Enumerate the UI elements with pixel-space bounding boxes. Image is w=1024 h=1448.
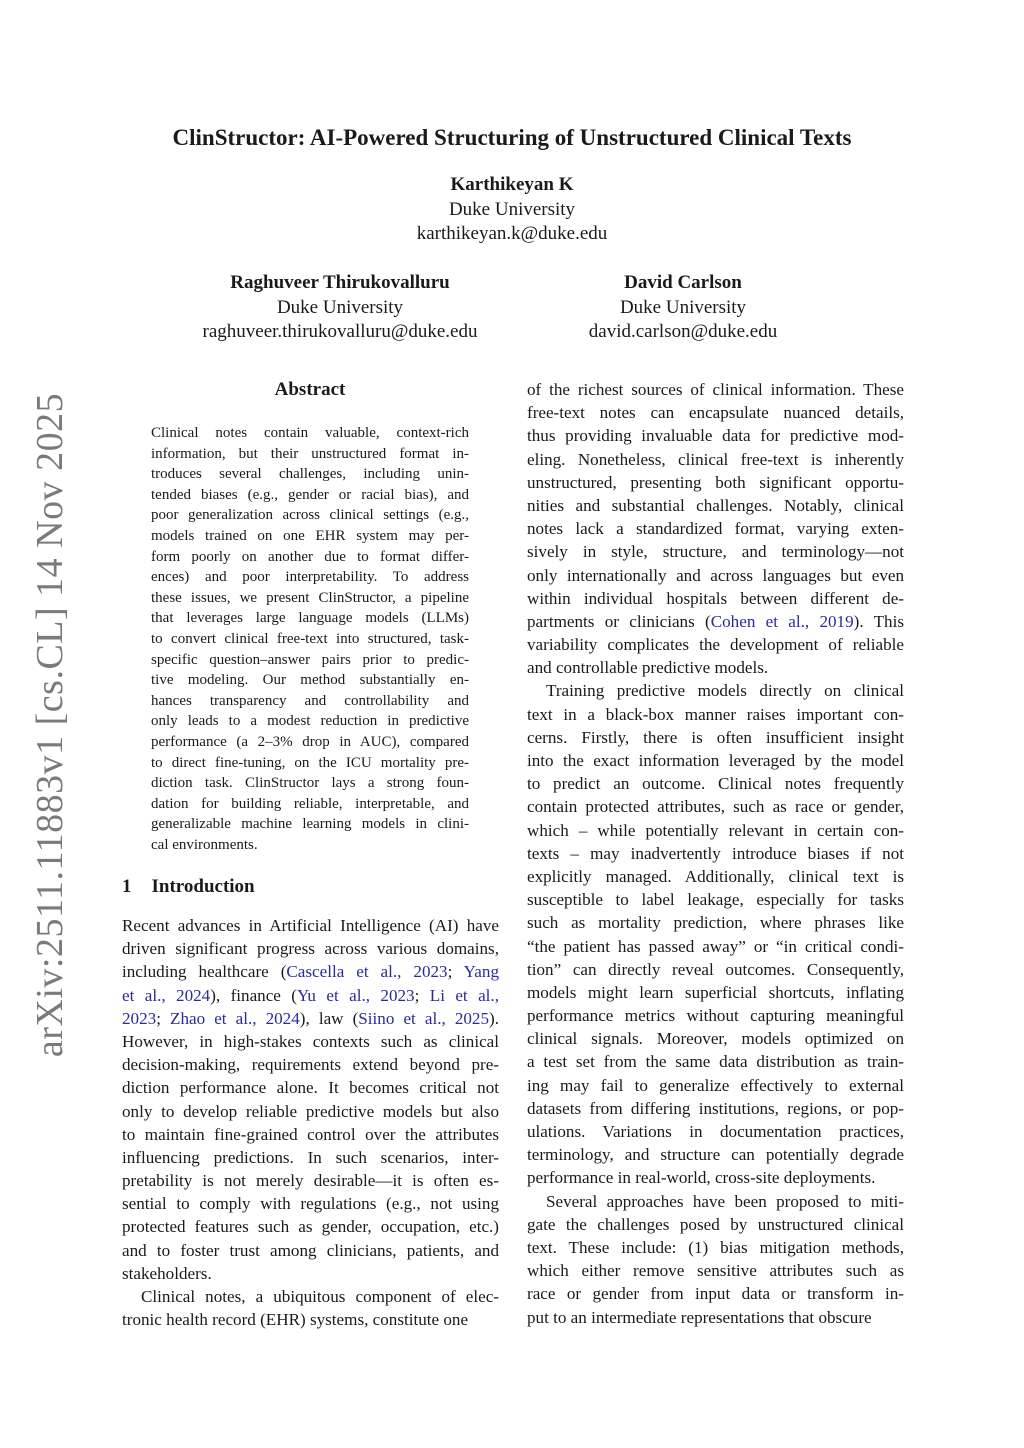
author-name: Raghuveer Thirukovalluru [230,272,450,293]
text-segment: a test set from the same data distribution as train- [527,1052,904,1072]
abstract-line: specific question–answer pairs prior to predic- [151,651,469,668]
text-line [122,1215,499,1238]
text-segment: to predict an outcome. Clinical notes frequently [527,774,904,794]
text-line [122,1262,499,1285]
introduction-right-column [527,378,904,1329]
citation-link[interactable]: Cohen et al., 2019 [710,611,854,631]
text-segment: nities and substantial challenges. Notably, clinical [527,495,904,515]
text-segment: influencing predictions. In such scenarios, inter- [122,1147,499,1167]
text-line [122,1308,499,1331]
text-line [122,1123,499,1146]
text-segment: which – while potentially relevant in certain con- [527,820,904,840]
text-segment: ), law ( [299,1008,359,1028]
author-name: David Carlson [624,272,742,293]
text-line [527,1004,904,1027]
text-line [527,1050,904,1073]
text-segment: text in a black-box manner raises important con- [527,704,904,724]
text-segment: clinical signals. Moreover, models optimized on [527,1029,904,1049]
abstract-heading: Abstract [274,379,346,400]
text-line [527,494,904,517]
citation-link[interactable]: Cascella et al., 2023 [286,962,448,982]
introduction-left-column [122,914,499,1331]
abstract-line: ences) and poor interpretability. To address [151,569,469,586]
text-segment: texts – may inadvertently introduce biases if not [527,843,904,863]
text-line [527,424,904,447]
text-line [527,448,904,471]
abstract-line: tive modeling. Our method substantially en- [151,672,469,689]
text-line [527,1236,904,1259]
abstract-line: cal environments. [151,836,258,853]
text-line [527,564,904,587]
text-segment: partments or clinicians ( [527,611,711,631]
text-line [122,937,499,960]
text-line [122,1076,499,1099]
author-affiliation: Duke University [619,296,747,318]
text-segment: models might learn superficial shortcuts, inflating [527,982,904,1002]
author-email[interactable]: david.carlson@duke.edu [588,321,778,342]
text-segment: Training predictive models directly on clinical [546,681,904,701]
text-line [122,1192,499,1215]
text-segment: explicitly managed. Additionally, clinical text is [527,866,904,886]
text-segment: ; [156,1008,171,1028]
text-line [527,587,904,610]
text-line [122,1239,499,1262]
text-line [122,1146,499,1169]
text-line [122,960,499,983]
text-line [527,1213,904,1236]
author-affiliation: Duke University [448,198,576,220]
text-line [527,679,904,702]
citation-link[interactable]: Siino et al., 2025 [358,1008,490,1028]
text-line [527,981,904,1004]
text-segment: ; [414,985,430,1005]
author-block-3 [553,271,813,345]
text-segment: Clinical notes, a ubiquitous component of elec- [141,1287,499,1306]
text-line [527,656,904,679]
text-segment: tronic health record (EHR) systems, constitute one [122,1310,469,1330]
citation-link[interactable]: 2023 [122,1008,157,1028]
text-line [527,1259,904,1282]
text-segment: pretability is not merely desirable—it is often es- [122,1171,499,1191]
abstract-line: poor generalization across clinical settings (e.g., [151,507,469,524]
abstract-line: troduces several challenges, including unin- [151,466,469,483]
text-line [527,517,904,540]
text-segment: which either remove sensitive attributes such as [527,1261,904,1281]
abstract-line: form poorly on another due to format differ- [151,548,469,565]
section-number: 1 [122,876,132,897]
text-segment: into the exact information leveraged by the model [527,751,904,770]
text-line [527,911,904,934]
text-line [527,1027,904,1050]
abstract-line: dation for building reliable, interpretable, and [151,795,469,812]
author-block-1 [362,173,662,247]
text-segment: performance metrics without capturing meaningful [527,1006,904,1026]
text-segment: and controllable predictive models. [527,658,769,678]
text-segment: gate the challenges posed by unstructured clinical [527,1214,904,1234]
text-line [527,842,904,865]
text-segment: stakeholders. [122,1263,212,1283]
abstract-line: hances transparency and controllability and [151,692,469,709]
abstract-line: only leads to a modest reduction in predictive [151,713,469,730]
text-segment: such as mortality prediction, where phrases like [527,913,904,933]
abstract-line: performance (a 2–3% drop in AUC), compared [151,733,469,750]
text-segment: cerns. Firstly, there is often insufficient insight [527,727,904,747]
text-segment: variability complicates the development of reliable [527,635,904,655]
text-segment: terminology, and structure can potentially degrade [527,1145,904,1165]
text-line [527,1306,904,1329]
text-segment: susceptible to label leakage, especially for tasks [527,890,904,910]
abstract-line: Clinical notes contain valuable, context-rich [151,425,469,441]
text-segment: within individual hospitals between different de- [527,588,904,608]
text-segment: to maintain fine-grained control over the attributes [122,1124,499,1144]
text-segment: sively in style, structure, and terminology—not [527,542,904,562]
text-segment: tion” can directly reveal outcomes. Consequently, [527,959,904,979]
abstract-line: to convert clinical free-text into structured, task- [151,630,469,647]
citation-link[interactable]: Yu et al., 2023 [296,985,415,1005]
text-line [527,471,904,494]
text-segment: race or gender from input data or transform in- [527,1284,904,1304]
text-line [527,865,904,888]
author-name: Karthikeyan K [450,174,574,195]
text-segment: performance in real-world, cross-site deployments. [527,1168,876,1188]
text-segment: ing may fail to generalize effectively to external [527,1075,904,1095]
text-segment: datasets from differing institutions, regions, or pop- [527,1098,904,1118]
text-segment: Recent advances in Artificial Intelligence (AI) have [122,916,499,935]
text-line [527,610,904,633]
text-line [122,1100,499,1123]
text-line [527,935,904,958]
text-segment: free-text notes can encapsulate nuanced details, [527,403,904,423]
text-segment: of the richest sources of clinical information. These [527,380,904,399]
abstract-line: to direct fine-tuning, on the ICU mortality pre- [151,754,469,771]
text-segment: and to foster trust among clinicians, patients, and [122,1240,499,1260]
text-line [527,633,904,656]
text-segment: ), finance ( [210,985,297,1005]
text-line [527,1282,904,1305]
text-line [527,819,904,842]
text-line [527,1097,904,1120]
introduction-heading [122,876,255,898]
text-segment: unstructured, presenting both significant opportu- [527,472,904,492]
abstract-body [151,423,469,855]
text-segment: decision-making, requirements extend beyond pre- [122,1055,499,1075]
text-line [122,984,499,1007]
text-line [527,1120,904,1143]
text-segment: sential to comply with regulations (e.g., not using [122,1194,499,1214]
text-segment: diction performance alone. It becomes critical not [122,1078,499,1098]
text-segment: eling. Nonetheless, clinical free-text is inherently [527,449,904,469]
text-segment: including healthcare ( [122,962,287,982]
author-email[interactable]: raghuveer.thirukovalluru@duke.edu [202,321,478,342]
text-segment: ; [447,962,464,982]
text-line [122,1169,499,1192]
text-segment: driven significant progress across various domains, [122,939,499,959]
text-line [527,772,904,795]
text-segment: text. These include: (1) bias mitigation methods, [527,1237,904,1257]
text-segment: notes lack a standardized format, varying exten- [527,519,904,539]
text-line [527,1190,904,1213]
abstract-line: information, but their unstructured format in- [151,445,469,462]
abstract-line: that leverages large language models (LLMs) [151,610,469,627]
text-segment: However, in high-stakes contexts such as clinical [122,1031,499,1051]
text-line [122,1053,499,1076]
text-line [122,1007,499,1030]
abstract-line: tended biases (e.g., gender or racial bias), and [151,486,469,503]
text-line [527,1074,904,1097]
text-segment: Several approaches have been proposed to miti- [546,1191,904,1211]
text-segment: only to develop reliable predictive models but also [122,1101,499,1121]
text-line [527,958,904,981]
text-line [527,1143,904,1166]
abstract-line: models trained on one EHR system may per- [151,527,469,544]
citation-link[interactable]: Li et al., [429,985,499,1005]
abstract-line: generalizable machine learning models in clini- [151,816,469,833]
text-line [527,401,904,424]
text-line [527,749,904,772]
abstract-line: these issues, we present ClinStructor, a pipeline [151,589,469,606]
arxiv-watermark-text: arXiv:2511.11883v1 [cs.CL] 14 Nov 2025 [29,392,71,1058]
text-line [122,1285,499,1308]
paper-title: ClinStructor: AI-Powered Structuring of Unstructured Clinical Texts [172,125,852,150]
author-email[interactable]: karthikeyan.k@duke.edu [416,223,608,244]
text-line [527,378,904,401]
abstract-line: diction task. ClinStructor lays a strong foun- [151,775,469,792]
text-line [122,914,499,937]
text-line [527,795,904,818]
text-segment: ). [489,1008,499,1028]
text-segment: protected features such as gender, occupation, etc.) [122,1217,499,1237]
arxiv-watermark [20,392,80,1058]
text-line [527,1166,904,1189]
text-line [527,888,904,911]
author-block-2 [160,271,520,345]
text-line [527,540,904,563]
text-segment: ulations. Variations in documentation practices, [527,1122,904,1141]
text-segment: put to an intermediate representations that obscure [527,1307,872,1327]
citation-link[interactable]: et al., 2024 [122,985,211,1005]
text-segment: “the patient has passed away” or “in critical condi- [527,936,904,956]
section-title: Introduction [151,876,255,897]
author-affiliation: Duke University [276,296,404,318]
text-segment: contain protected attributes, such as race or gender, [527,797,904,817]
citation-link[interactable]: Yang [463,962,499,982]
text-line [527,703,904,726]
text-line [527,726,904,749]
text-line [122,1030,499,1053]
text-segment: only internationally and across languages but even [527,565,904,585]
text-segment: ). This [853,611,904,631]
citation-link[interactable]: Zhao et al., 2024 [170,1008,300,1028]
text-segment: thus providing invaluable data for predictive mod- [527,426,904,446]
